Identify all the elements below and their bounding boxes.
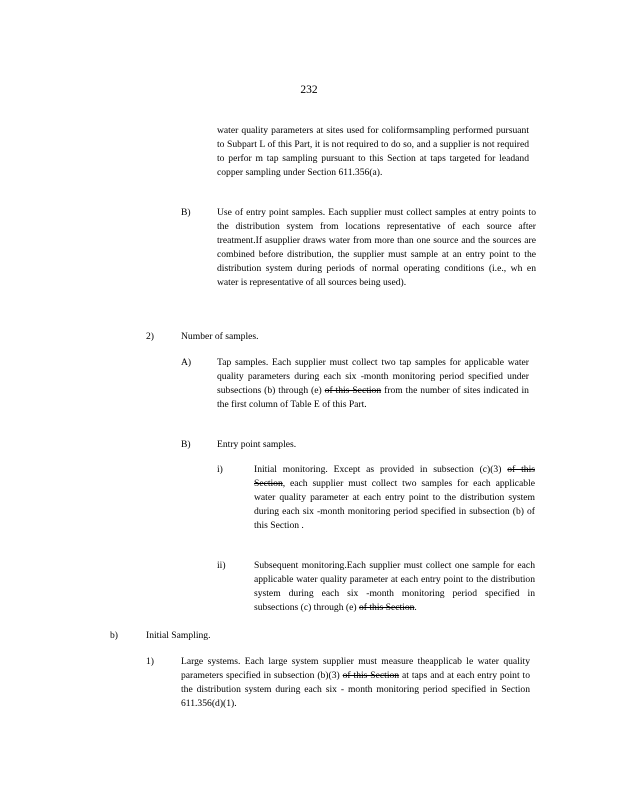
text-run: Subsequent monitoring.Each supplier must collect one sample for each applicable water quality parameter at each entry point to the distribution system during each six -month monitoring period specified in subsections (c) through (e) xyxy=(254,560,535,613)
text-run: Large systems. Each large system supplier must measure theapplicab le water quality parameters specified in subsection (b)(3) xyxy=(181,656,530,681)
item-label: A) xyxy=(181,357,192,368)
tap-samples-paragraph xyxy=(217,356,529,412)
text-run: . xyxy=(414,602,417,613)
text-run: , each supplier must collect two samples for each applicable water quality parameter at each entry point to the distribution system during each six -month monitoring period specified in subsection (b) of this Section . xyxy=(254,478,535,531)
text-run: at taps and at each entry point to the distribution system during each six - month monitoring period specified in Section 611.356(d)(1). xyxy=(181,670,530,709)
subsequent-monitoring-paragraph xyxy=(254,559,535,615)
item-label: ii) xyxy=(217,560,226,571)
struck-text: of this Section xyxy=(342,670,400,681)
large-systems-paragraph xyxy=(181,655,530,711)
text-run: Initial monitoring. Except as provided in subsection (c)(3) xyxy=(254,464,502,475)
item-label: B) xyxy=(181,439,191,450)
continued-paragraph: water quality parameters at sites used for coliformsampling performed pursuant to Subpart L of this Part, it is not required to do so, and a supplier is not required to perfor m tap sampling pursuant to this Section at taps targeted for leadand copper sampling under Section 611.356(a). xyxy=(217,125,529,178)
item-label: i) xyxy=(217,464,223,475)
text-run: Tap samples. Each supplier must collect two tap samples for applicable water quality parameters during each six -month monitoring period specified under subsections (b) through (e) xyxy=(217,357,529,396)
initial-monitoring-paragraph xyxy=(254,463,535,533)
page-number: 232 xyxy=(300,84,318,96)
item-label: 2) xyxy=(146,331,154,342)
section-heading: Entry point samples. xyxy=(217,439,297,450)
section-heading: Number of samples. xyxy=(181,331,259,342)
item-label: B) xyxy=(181,207,191,218)
entry-point-samples-paragraph: Use of entry point samples. Each supplier must collect samples at entry points to the distribution system from locations representative of each source after treatment.If asupplier draws water from more than one source and the sources are combined before distribution, the supplier must sample at an entry point to the distribution system during periods of normal operating conditions (i.e., wh en water is representative of all sources being used). xyxy=(217,207,536,288)
item-label: b) xyxy=(110,630,118,641)
struck-text: of this Section xyxy=(254,464,535,489)
section-heading: Initial Sampling. xyxy=(146,630,211,641)
item-label: 1) xyxy=(146,656,154,667)
struck-text: of this Section xyxy=(324,385,382,396)
struck-text: of this Section xyxy=(358,602,415,613)
text-run: from the number of sites indicated in the first column of Table E of this Part. xyxy=(217,385,529,410)
